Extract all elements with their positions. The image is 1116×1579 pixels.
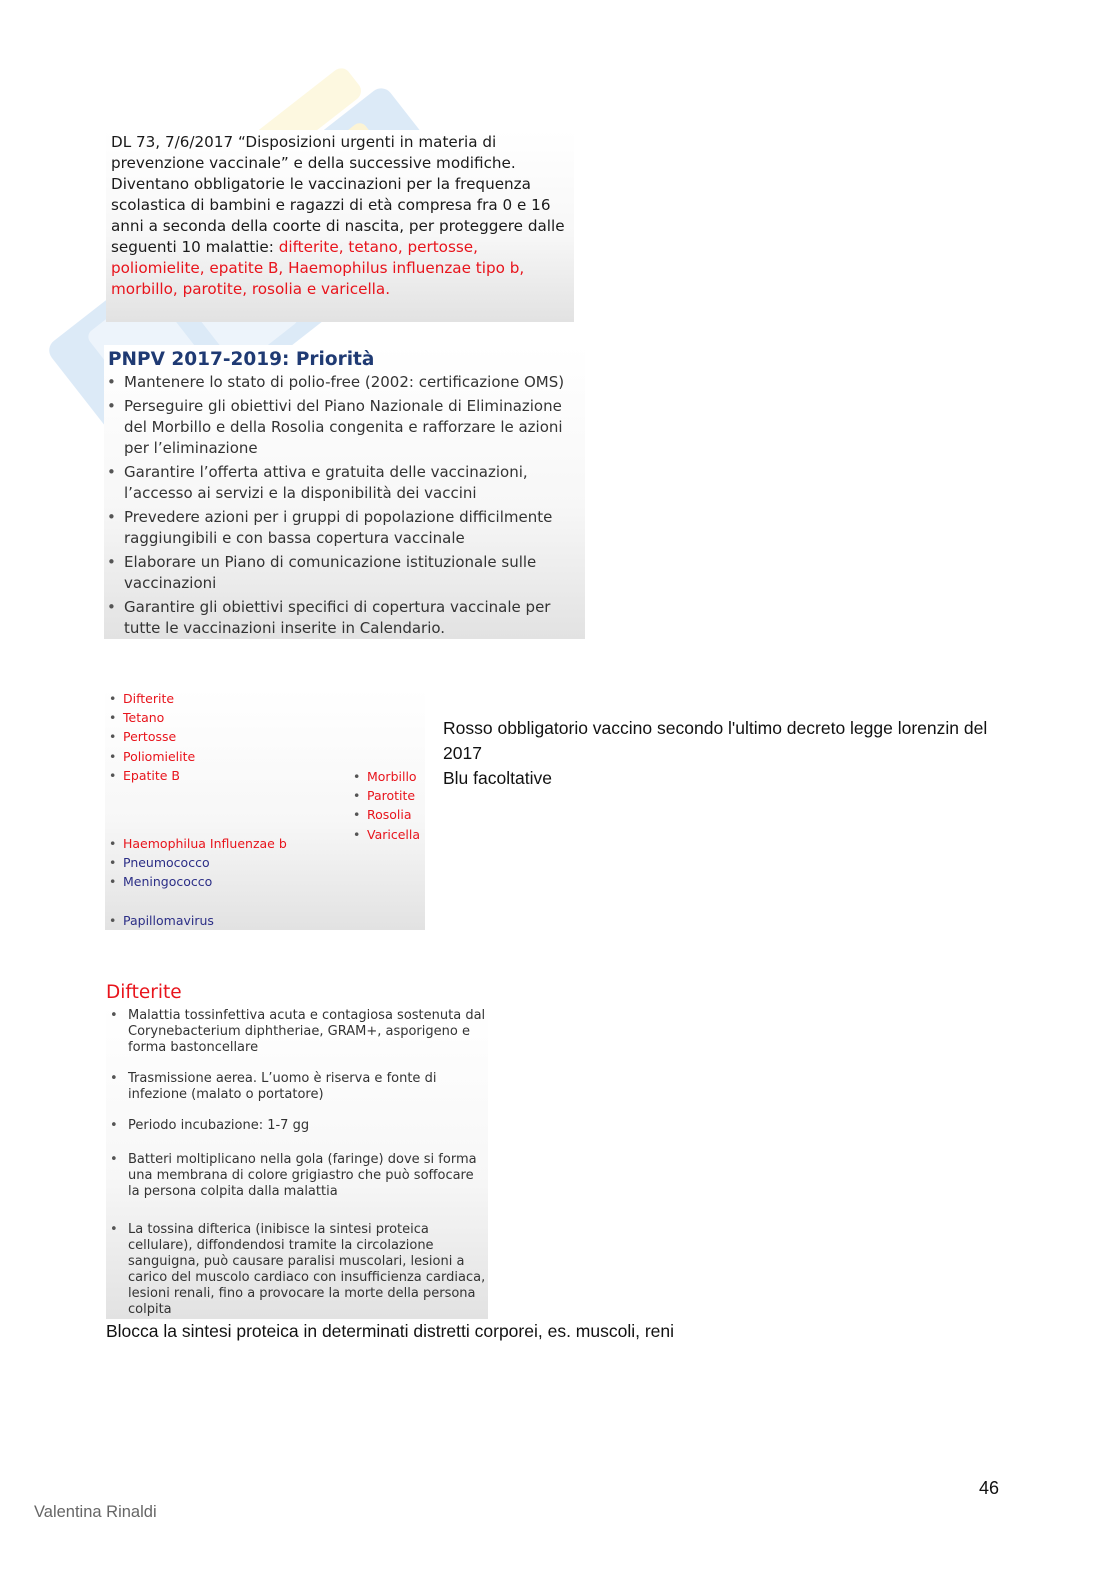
list-item: • Rosolia (367, 805, 420, 824)
list-item: • Pertosse (123, 727, 195, 746)
optional-list-last (123, 911, 214, 930)
decree-intro: DL 73, 7/6/2017 “Disposizioni urgenti in materia di prevenzione vaccinale” e della successive modifiche. Diventano obbligatorie le vaccinazioni per la frequenza scolastica di bambini e ragazzi di età compresa fra 0 e 16 anni a seconda della coorte di nascita, per proteggere dalle seguenti 10 malattie: (111, 133, 565, 256)
list-item: • Elaborare un Piano di comunicazione istituzionale sulle vaccinazioni (124, 552, 585, 594)
author-name: Valentina Rinaldi (34, 1503, 157, 1521)
list-item: • Batteri moltiplicano nella gola (faringe) dove si forma una membrana di colore grigiastro che può soffocare la persona colpita dalla malattia (128, 1152, 488, 1200)
mandatory-list-right (367, 767, 420, 844)
page-number: 46 (979, 1478, 1000, 1498)
pnpv-list (104, 372, 585, 639)
list-item: • Varicella (367, 825, 420, 844)
list-item: • Difterite (123, 689, 195, 708)
list-item: • Tetano (123, 708, 195, 727)
list-item: • Malattia tossinfettiva acuta e contagiosa sostenuta dal Corynebacterium diphtheriae, GRAM+, asporigeno e forma bastoncellare (128, 1008, 488, 1056)
color-legend-note (443, 716, 1023, 791)
list-item: • Prevedere azioni per i gruppi di popolazione difficilmente raggiungibili e con bassa copertura vaccinale (124, 507, 585, 549)
list-item: • Garantire l’offerta attiva e gratuita delle vaccinazioni, l’accesso ai servizi e la disponibilità dei vaccini (124, 462, 585, 504)
note-line: Blu facoltative (443, 768, 552, 788)
pnpv-title: PNPV 2017-2019: Priorità (108, 349, 375, 370)
difterite-list (106, 1005, 488, 1318)
note-line: Rosso obbligatorio vaccino secondo l'ultimo decreto legge lorenzin del 2017 (443, 718, 988, 763)
list-item: • Perseguire gli obiettivi del Piano Nazionale di Eliminazione del Morbillo e della Rosolia congenita e rafforzare le azioni per l’eliminazione (124, 396, 585, 459)
list-item: • Meningococco (123, 872, 287, 891)
list-item: • Garantire gli obiettivi specifici di copertura vaccinale per tutte le vaccinazioni inserite in Calendario. (124, 597, 585, 639)
list-item: • Papillomavirus (123, 911, 214, 930)
difterite-heading: Difterite (106, 982, 182, 1003)
list-item: • Periodo incubazione: 1-7 gg (128, 1118, 488, 1134)
slide-pnpv-priorities (104, 345, 585, 639)
list-item: • Trasmissione aerea. L’uomo è riserva e fonte di infezione (malato o portatore) (128, 1071, 488, 1103)
list-item: • Pneumococco (123, 853, 287, 872)
mandatory-list-left (123, 689, 195, 785)
slide-decree (106, 130, 574, 322)
slide-difterite (106, 1005, 488, 1319)
list-item: • Epatite B (123, 766, 195, 785)
slide-vaccine-list (105, 688, 425, 930)
list-item: • Morbillo (367, 767, 420, 786)
list-item: • La tossina difterica (inibisce la sintesi proteica cellulare), diffondendosi tramite la circolazione sanguigna, può causare paralisi muscolari, lesioni a carico del muscolo cardiaco con insufficienza cardiaca, lesioni renali, fino a provocare la morte della persona colpita (128, 1222, 488, 1318)
list-item: • Mantenere lo stato di polio-free (2002: certificazione OMS) (124, 372, 585, 393)
list-item: • Haemophilua Influenzae b (123, 834, 287, 853)
list-item: • Parotite (367, 786, 420, 805)
difterite-caption: Blocca la sintesi proteica in determinati distretti corporei, es. muscoli, reni (106, 1321, 675, 1341)
hib-and-optional-list (123, 834, 287, 892)
list-item: • Poliomielite (123, 747, 195, 766)
decree-text (106, 130, 574, 300)
decree-diseases: difterite, tetano, pertosse, poliomielite, epatite B, Haemophilus influenzae tipo b, morbillo, parotite, rosolia e varicella. (111, 238, 525, 298)
